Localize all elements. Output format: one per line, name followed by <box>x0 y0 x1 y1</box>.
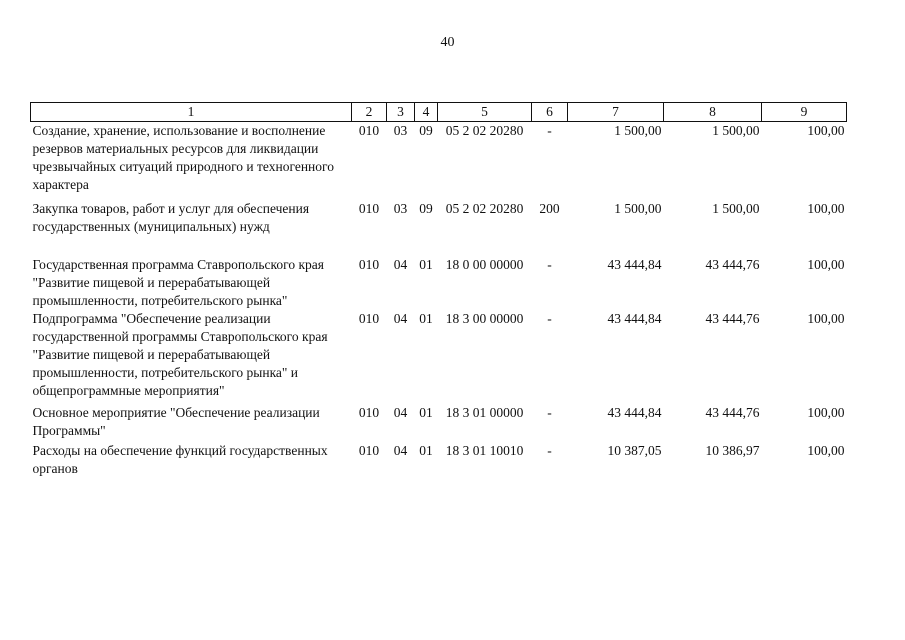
row-c8: 10 386,97 <box>705 443 760 458</box>
row-c6: - <box>547 443 552 458</box>
row-c4: 09 <box>419 201 433 216</box>
row-c4: 01 <box>419 257 433 272</box>
header-cell: 1 <box>31 103 352 122</box>
row-c3: 03 <box>393 123 408 138</box>
row-c7: 1 500,00 <box>614 123 662 138</box>
row-c5: 18 3 01 00000 <box>445 405 524 420</box>
row-c5: 05 2 02 20280 <box>445 201 524 216</box>
header-cell: 8 <box>664 103 762 122</box>
row-c5: 18 0 00 00000 <box>445 257 524 272</box>
table-row <box>31 122 847 195</box>
header-cell: 5 <box>438 103 532 122</box>
row-c8: 1 500,00 <box>712 201 760 216</box>
table-row <box>31 440 847 478</box>
row-c7: 43 444,84 <box>607 257 662 272</box>
row-c9: 100,00 <box>807 257 845 272</box>
header-cell: 9 <box>762 103 847 122</box>
row-c3: 04 <box>393 405 408 420</box>
row-c2: 010 <box>358 123 380 138</box>
row-c7: 43 444,84 <box>607 311 662 326</box>
row-c8: 43 444,76 <box>705 257 760 272</box>
row-c5: 18 3 01 10010 <box>445 443 524 458</box>
row-c3: 03 <box>393 201 408 216</box>
header-cell: 3 <box>387 103 415 122</box>
spacer-row <box>31 236 847 256</box>
row-c3: 04 <box>393 257 408 272</box>
header-cell: 2 <box>352 103 387 122</box>
row-c7: 1 500,00 <box>614 201 662 216</box>
row-name: Расходы на обеспечение функций государственных органов <box>32 443 328 476</box>
row-name: Подпрограмма "Обеспечение реализации государственной программы Ставропольского края "Развитие пищевой и перерабатывающей промышленности, потребительского рынка" и общепрограммные мероприятия" <box>32 311 328 398</box>
row-c6: - <box>547 311 552 326</box>
row-c9: 100,00 <box>807 311 845 326</box>
row-c4: 09 <box>419 123 433 138</box>
row-c9: 100,00 <box>807 123 845 138</box>
row-c2: 010 <box>358 405 380 420</box>
row-c2: 010 <box>358 443 380 458</box>
table-row <box>31 310 847 400</box>
row-c2: 010 <box>358 311 380 326</box>
row-c6: - <box>547 405 552 420</box>
header-cell: 7 <box>568 103 664 122</box>
row-c6: 200 <box>539 201 560 216</box>
row-c2: 010 <box>358 257 380 272</box>
row-c4: 01 <box>419 443 433 458</box>
row-c8: 43 444,76 <box>705 311 760 326</box>
page-number: 40 <box>440 35 455 50</box>
row-c2: 010 <box>358 201 380 216</box>
row-name: Закупка товаров, работ и услуг для обеспечения государственных (муниципальных) нужд <box>32 201 310 234</box>
row-c8: 43 444,76 <box>705 405 760 420</box>
row-c9: 100,00 <box>807 201 845 216</box>
row-c4: 01 <box>419 405 433 420</box>
row-c6: - <box>547 123 552 138</box>
row-name: Создание, хранение, использование и восполнение резервов материальных ресурсов для ликвидации чрезвычайных ситуаций природного и техногенного характера <box>32 123 334 192</box>
row-name: Основное мероприятие "Обеспечение реализации Программы" <box>32 405 320 438</box>
row-c3: 04 <box>393 311 408 326</box>
row-c9: 100,00 <box>807 405 845 420</box>
row-c9: 100,00 <box>807 443 845 458</box>
header-row <box>31 103 847 122</box>
row-c8: 1 500,00 <box>712 123 760 138</box>
table-row <box>31 194 847 236</box>
spacer-cell <box>31 236 847 256</box>
header-cell: 6 <box>532 103 568 122</box>
table-row <box>31 400 847 440</box>
row-c6: - <box>547 257 552 272</box>
row-c3: 04 <box>393 443 408 458</box>
row-c5: 05 2 02 20280 <box>445 123 524 138</box>
row-c5: 18 3 00 00000 <box>445 311 524 326</box>
table-row <box>31 256 847 310</box>
row-c4: 01 <box>419 311 433 326</box>
row-c7: 43 444,84 <box>607 405 662 420</box>
budget-table <box>30 102 847 478</box>
row-c7: 10 387,05 <box>607 443 662 458</box>
header-cell: 4 <box>415 103 438 122</box>
row-name: Государственная программа Ставропольского края "Развитие пищевой и перерабатывающей промышленности, потребительского рынка" <box>32 257 324 308</box>
